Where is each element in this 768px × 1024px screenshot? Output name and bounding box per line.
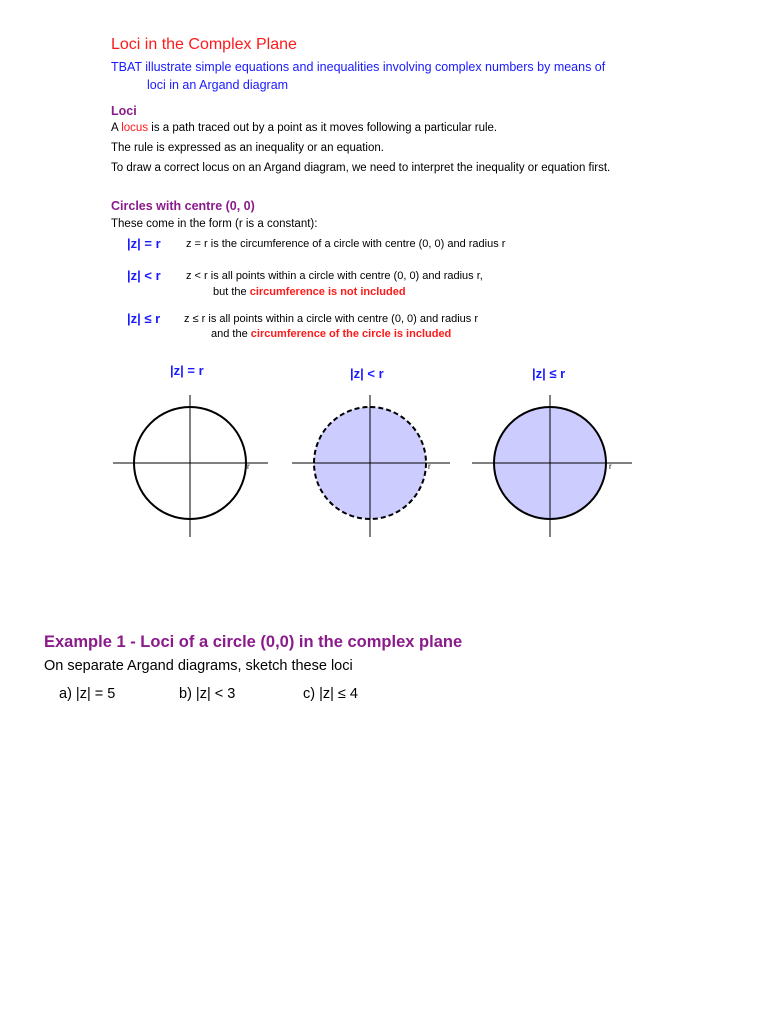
example-subtitle: On separate Argand diagrams, sketch these loci (44, 658, 353, 674)
locus-keyword: locus (121, 122, 149, 134)
diagram-2-label: |z| < r (350, 366, 384, 381)
rule-1-symbol: |z| = r (127, 236, 161, 251)
example-item-a: a) |z| = 5 (59, 686, 116, 702)
rule-3-text: z ≤ r is all points within a circle with centre (0, 0) and radius r (184, 313, 478, 325)
radius-label: r (247, 462, 250, 471)
rule-3-line-2 (211, 328, 451, 340)
example-item-b: b) |z| < 3 (179, 686, 236, 702)
loci-line-1-suffix: is a path traced out by a point as it moves following a particular rule. (148, 122, 498, 134)
rule-3-line-2-prefix: and the (211, 328, 251, 340)
diagram-1-label: |z| = r (170, 363, 204, 378)
diagram-3-label: |z| ≤ r (532, 366, 566, 381)
loci-line-1-prefix: A (111, 122, 122, 134)
page-title: Loci in the Complex Plane (111, 36, 297, 53)
rule-3-symbol: |z| ≤ r (127, 311, 161, 326)
rule-2-highlight: circumference is not included (249, 286, 406, 298)
example-title: Example 1 - Loci of a circle (0,0) in the complex plane (44, 633, 463, 651)
rule-2-line-2 (213, 286, 406, 298)
objective-line-2: loci in an Argand diagram (147, 78, 289, 92)
rule-2-line-2-prefix: but the (213, 286, 250, 298)
loci-line-3: To draw a correct locus on an Argand diagram, we need to interpret the inequality or equation first. (111, 162, 611, 174)
rule-2-text: z < r is all points within a circle with centre (0, 0) and radius r, (186, 270, 483, 282)
rule-1-text: z = r is the circumference of a circle with centre (0, 0) and radius r (186, 238, 506, 250)
rule-3-highlight: circumference of the circle is included (250, 328, 452, 340)
radius-label: r (609, 462, 612, 471)
rule-2-symbol: |z| < r (127, 268, 161, 283)
argand-diagram-eq (113, 363, 268, 537)
argand-diagram-lt (292, 366, 450, 537)
circles-heading: Circles with centre (0, 0) (111, 199, 255, 213)
example-item-c: c) |z| ≤ 4 (303, 686, 358, 702)
radius-label: r (428, 462, 431, 471)
argand-diagram-le (472, 366, 632, 537)
circles-intro: These come in the form (r is a constant): (111, 218, 318, 230)
loci-line-1 (111, 122, 497, 134)
objective-line-1: TBAT illustrate simple equations and inequalities involving complex numbers by means of (111, 60, 606, 74)
loci-heading: Loci (111, 104, 137, 118)
objective (111, 58, 605, 94)
argand-diagrams (0, 355, 768, 545)
loci-line-2: The rule is expressed as an inequality or an equation. (111, 142, 384, 154)
